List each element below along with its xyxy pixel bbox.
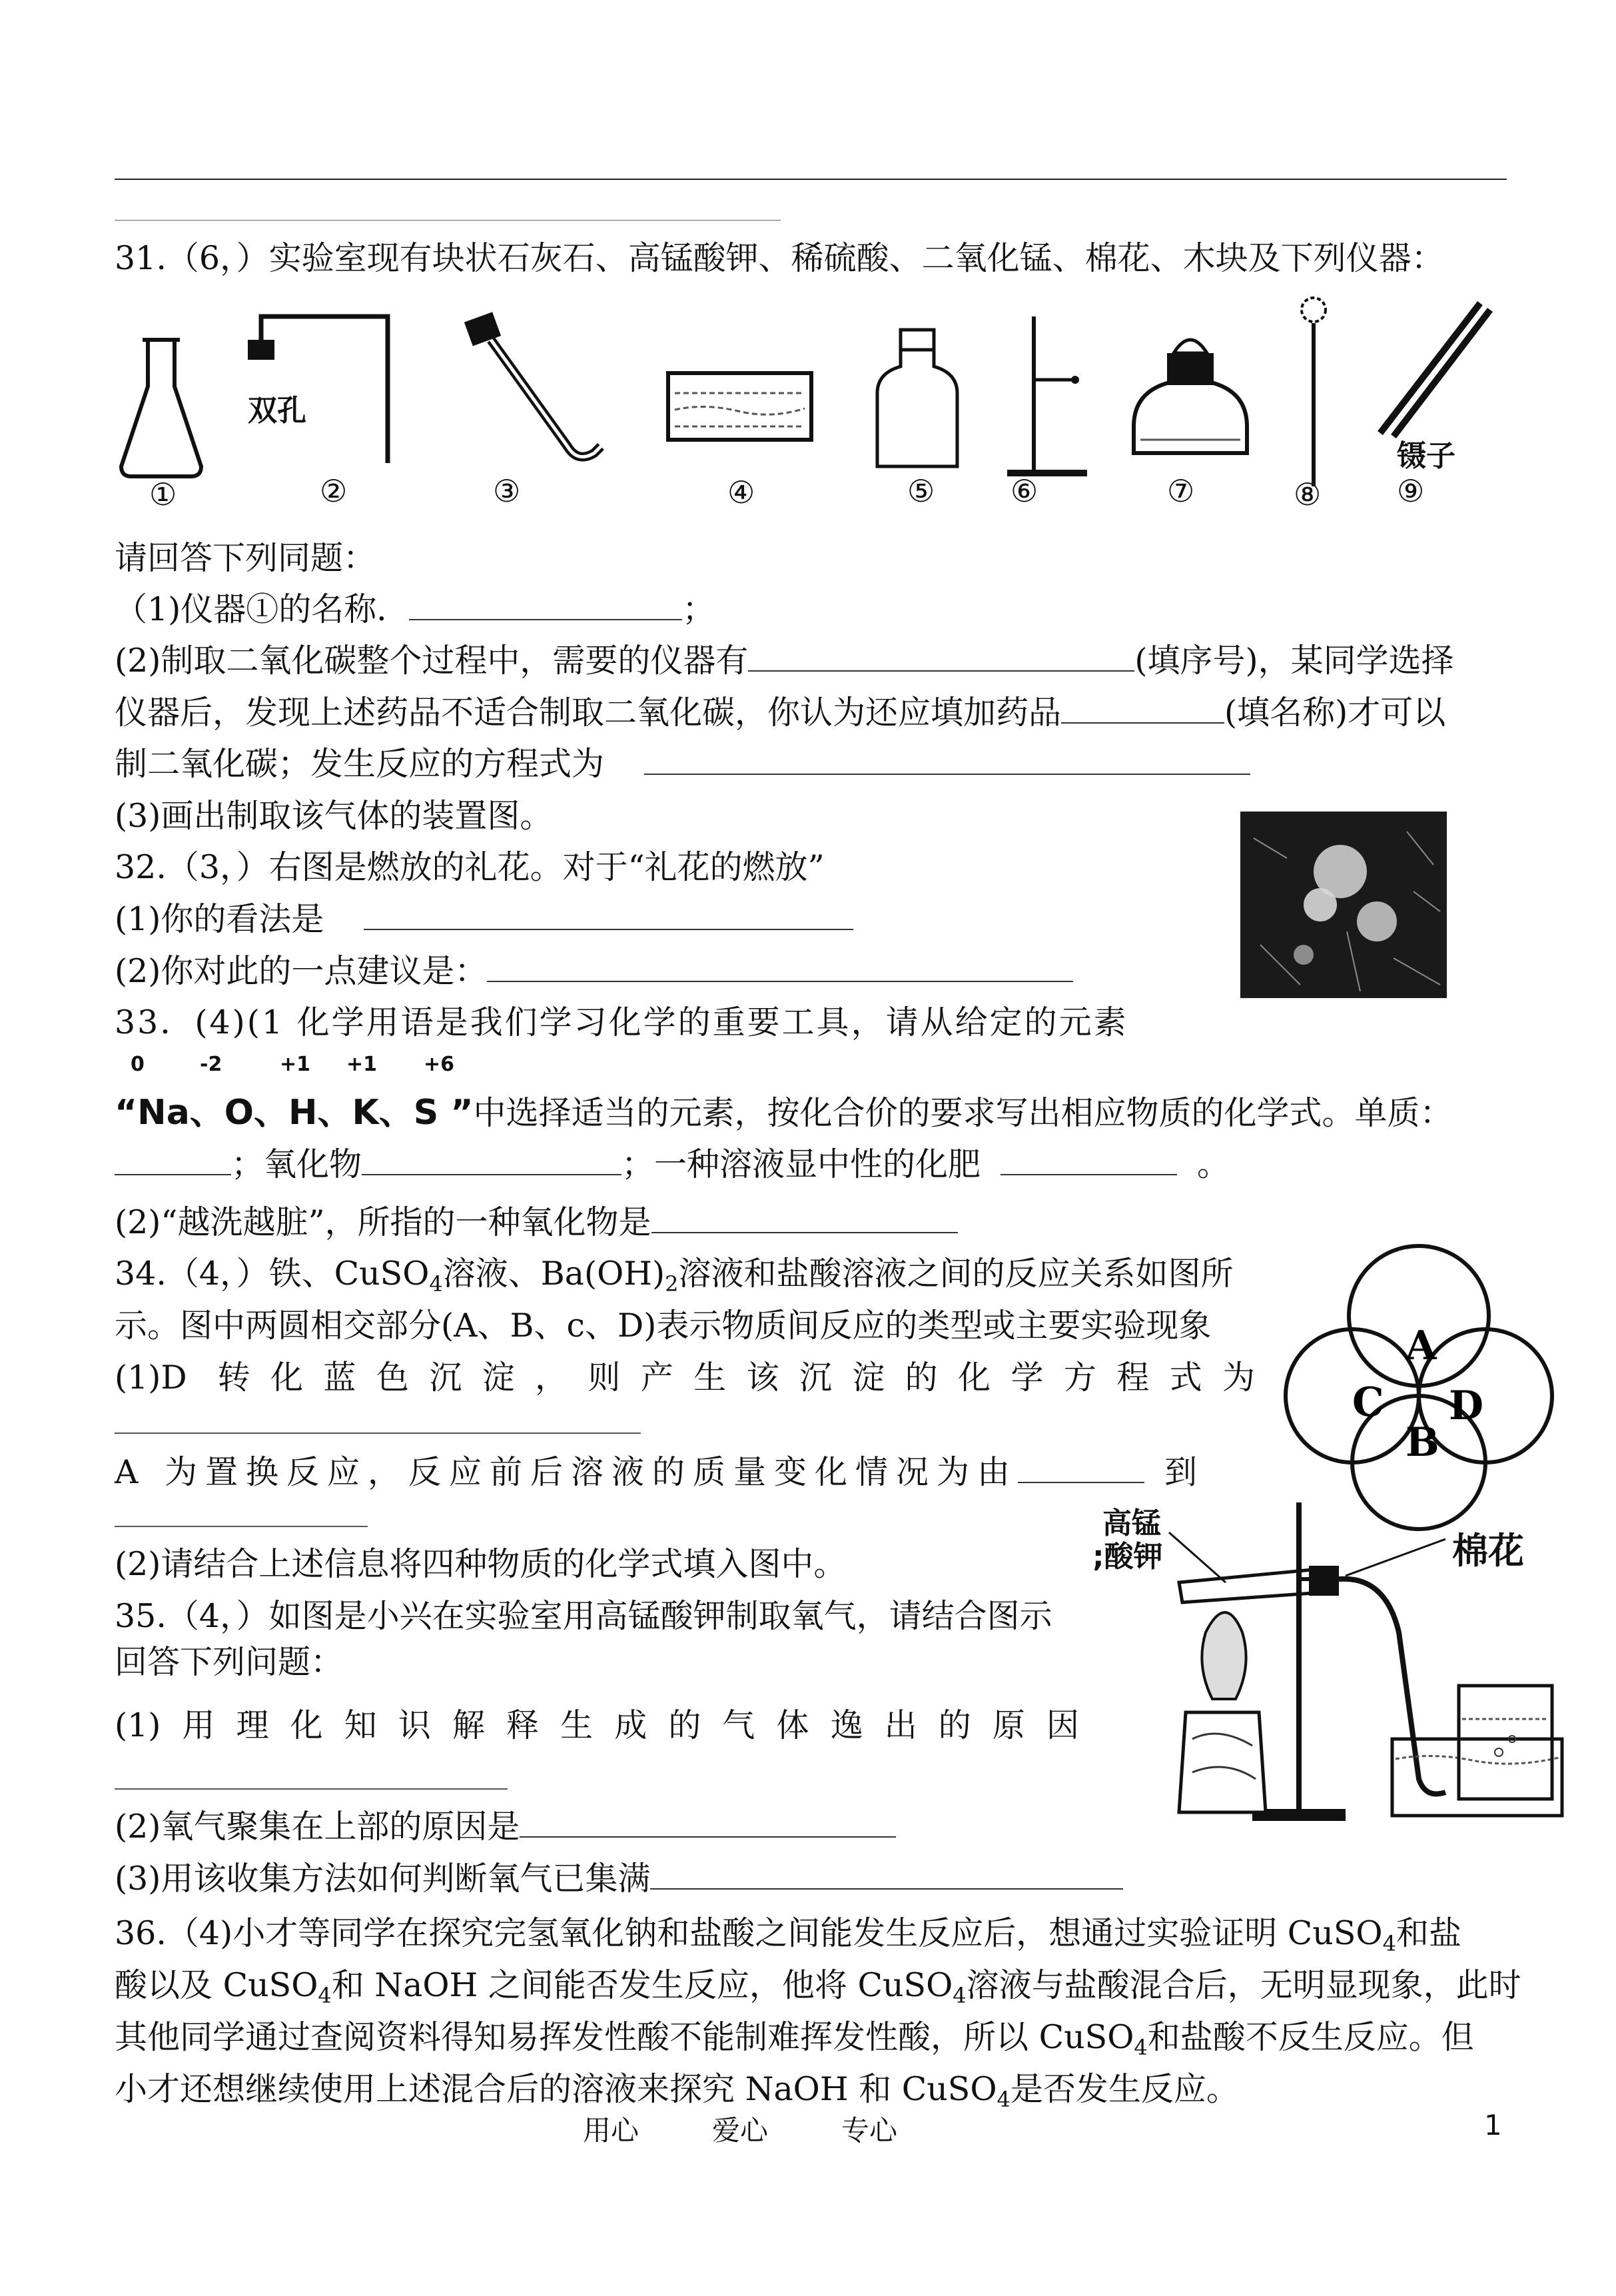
q33-part2	[115, 1203, 958, 1243]
q33-rest2c: 。	[1197, 1145, 1230, 1183]
q31-prompt: 请回答下列同题：	[115, 539, 376, 577]
q34-line4a: A 为置换反应，反应前后溶液的质量变化情况为由	[115, 1453, 1018, 1491]
q35-part1: (1)用理化知识解释生成的气体逸出的原因	[115, 1706, 1079, 1744]
apparatus-figure	[115, 293, 1507, 520]
q33-rest2b: ；一种溶液显中性的化肥	[621, 1145, 981, 1183]
q36-l1a: 36.（4)小才等同学在探究完氢氧化钠和盐酸之间能发生反应后，想通过实验证明 CuSO	[115, 1914, 1383, 1952]
footer-motto-1: 用心	[583, 2114, 639, 2147]
q36-sub-1: 4	[1382, 1931, 1396, 1956]
q36-l2c: 溶液与盐酸混合后，无明显现象，此时	[966, 1966, 1521, 2004]
apparatus-number-9: ⑨	[1397, 473, 1425, 509]
q36-line1	[115, 1914, 1461, 1964]
q31-part1-end: ；	[682, 590, 715, 628]
conical-flask-icon	[115, 333, 208, 493]
q35-answer-2[interactable]	[520, 1807, 896, 1838]
q31-answer-2b[interactable]	[1061, 693, 1224, 724]
q34-line2: 示。图中两圆相交部分(A、B、c、D)表示物质间反应的类型或主要实验现象	[115, 1307, 1212, 1345]
circle-label-a: A	[1406, 1323, 1437, 1369]
q34-intro-a: 34.（4，）铁、CuSO	[115, 1255, 430, 1293]
q34-intro	[115, 1254, 1234, 1304]
apparatus-number-8: ⑧	[1294, 476, 1322, 512]
q35-answer-3[interactable]	[650, 1859, 1123, 1890]
tweezers-label: 镊子	[1397, 439, 1455, 473]
apparatus-number-5: ⑤	[907, 473, 935, 509]
q32-part2	[115, 951, 1073, 991]
q36-l4b: 是否发生反应。	[1010, 2070, 1239, 2108]
q31-part1	[115, 590, 715, 630]
q36-l1b: 和盐	[1396, 1914, 1461, 1952]
alcohol-lamp-icon	[1127, 320, 1254, 480]
valence-na: 0	[131, 1053, 145, 1076]
q31-part2c-text: 制二氧化碳；发生反应的方程式为	[115, 745, 605, 783]
q31-part2a-end: (填序号)，某同学选择	[1134, 642, 1454, 680]
q32-part2-text: (2)你对此的一点建议是：	[115, 952, 488, 990]
four-circles-diagram	[1286, 1243, 1565, 1536]
q31-part2a-text: (2)制取二氧化碳整个过程中，需要的仪器有	[115, 642, 749, 680]
q33-elements-line	[115, 1093, 1453, 1133]
q31-part2b-text: 仪器后，发现上述药品不适合制取二氧化碳，你认为还应填加药品	[115, 694, 1062, 732]
q31-part2b-end: (填名称)才可以	[1224, 694, 1446, 732]
q36-l3b: 和盐酸不反生反应。但	[1147, 2018, 1474, 2056]
tweezers-icon	[1367, 300, 1500, 446]
delivery-tube-icon	[454, 313, 614, 486]
footer-motto-3: 专心	[841, 2114, 898, 2147]
q33-rest1: 中选择适当的元素，按化合价的要求写出相应物质的化学式。单质：	[473, 1094, 1453, 1132]
q33-answer-oxide[interactable]	[362, 1145, 621, 1175]
q35-part2-text: (2)氧气聚集在上部的原因是	[115, 1808, 520, 1846]
q34-intro-b: 溶液、Ba(OH)	[442, 1255, 665, 1293]
q33-answer-element[interactable]	[115, 1145, 231, 1175]
q34-line4	[115, 1452, 1255, 1492]
apparatus-number-1: ①	[149, 476, 177, 512]
q33-answers-line	[115, 1145, 1230, 1185]
q34-answer-2b[interactable]	[115, 1526, 368, 1527]
apparatus-number-4: ④	[727, 474, 755, 510]
footer-motto	[583, 2109, 897, 2149]
q34-line5: (2)请结合上述信息将四种物质的化学式填入图中。	[115, 1545, 847, 1583]
q36-sub-5: 4	[997, 2087, 1010, 2112]
q36-l4a: 小才还想继续使用上述混合后的溶液来探究 NaOH 和 CuSO	[115, 2070, 997, 2108]
apparatus-number-3: ③	[493, 473, 521, 509]
fig-label-kmno4-2: ;酸钾	[1092, 1540, 1163, 1574]
q35-part3	[115, 1859, 1123, 1899]
q35-intro1: 35.（4，）如图是小兴在实验室用高锰酸钾制取氧气，请结合图示	[115, 1597, 1052, 1635]
q31-intro: 31.（6，）实验室现有块状石灰石、高锰酸钾、稀硫酸、二氧化锰、棉花、木块及下列仪器：	[115, 239, 1444, 277]
apparatus-number-6: ⑥	[1010, 473, 1038, 509]
q33-rest2a: ；氧化物	[231, 1145, 362, 1183]
fig-label-cotton: 棉花	[1452, 1530, 1524, 1572]
q33-answer-fertilizer[interactable]	[1001, 1145, 1177, 1175]
valence-k: +1	[346, 1053, 378, 1076]
q33-answer-2[interactable]	[651, 1203, 958, 1233]
apparatus-number-7: ⑦	[1167, 473, 1195, 509]
footer-motto-2: 爱心	[712, 2114, 769, 2147]
q35-answer-1[interactable]	[115, 1788, 508, 1790]
apparatus-number-2: ②	[320, 473, 348, 509]
valence-s: +6	[424, 1053, 455, 1076]
q31-part2a	[115, 641, 1454, 681]
q32-answer-2[interactable]	[487, 951, 1073, 982]
q31-answer-2a[interactable]	[748, 641, 1134, 672]
circle-label-d: D	[1449, 1383, 1484, 1429]
q31-answer-1[interactable]	[409, 590, 682, 620]
q36-l3a: 其他同学通过查阅资料得知易挥发性酸不能制难挥发性酸，所以 CuSO	[115, 2018, 1134, 2056]
q34-sub-4: 4	[429, 1271, 443, 1297]
q31-part2b	[115, 693, 1445, 733]
fireworks-photo	[1240, 812, 1447, 998]
q35-intro2: 回答下列问题：	[115, 1643, 344, 1681]
q35-part2	[115, 1807, 896, 1847]
fig-label-kmno4-1: 高锰	[1102, 1506, 1161, 1540]
wood-block-icon	[665, 370, 818, 450]
q33-elements: “Na、O、H、K、S ”	[115, 1093, 474, 1133]
iron-stand-icon	[1001, 313, 1094, 486]
q36-line3	[115, 2017, 1474, 2067]
q33-intro: 33．(4)(1 化学用语是我们学习化学的重要工具，请从给定的元素	[115, 1003, 1128, 1041]
circle-label-c: C	[1352, 1379, 1384, 1426]
glass-rod-icon	[1287, 293, 1340, 493]
q36-line2	[115, 1966, 1521, 2015]
q31-part1-text: （1)仪器①的名称．	[115, 590, 410, 628]
q31-part2c	[115, 744, 1250, 784]
q34-intro-c: 溶液和盐酸溶液之间的反应关系如图所	[678, 1255, 1234, 1293]
q34-line3: (1)D 转化蓝色沉淀，则产生该沉淀的化学方程式为	[115, 1359, 1255, 1397]
q32-part1-text: (1)你的看法是	[115, 900, 324, 938]
q34-answer-2a[interactable]	[1018, 1452, 1144, 1483]
gas-bottle-icon	[871, 326, 964, 480]
q32-part1	[115, 899, 853, 939]
q36-sub-3: 4	[953, 1983, 967, 2008]
page-number: 1	[1484, 2109, 1502, 2141]
q31-part3: (3)画出制取该气体的装置图。	[115, 797, 553, 835]
valence-o: -2	[200, 1053, 222, 1076]
q32-answer-1[interactable]	[364, 899, 853, 930]
q35-part3-text: (3)用该收集方法如何判断氧气已集满	[115, 1860, 651, 1898]
q36-sub-2: 4	[318, 1983, 332, 2008]
double-hole-label: 双孔	[248, 394, 306, 428]
q34-answer-1[interactable]	[115, 1433, 641, 1434]
q34-line4b: 到	[1164, 1453, 1197, 1491]
q32-intro: 32.（3，）右图是燃放的礼花。对于“礼花的燃放”	[115, 848, 825, 886]
q33-part2-text: (2)“越洗越脏”，所指的一种氧化物是	[115, 1203, 651, 1241]
header-rule	[115, 179, 1507, 180]
valence-h: +1	[280, 1053, 311, 1076]
q31-answer-2c[interactable]	[644, 744, 1250, 775]
circle-label-b: B	[1406, 1419, 1439, 1466]
q34-sub-2: 2	[665, 1271, 679, 1297]
q36-l2b: 和 NaOH 之间能否发生反应，他将 CuSO	[331, 1966, 953, 2004]
q36-l2a: 酸以及 CuSO	[115, 1966, 318, 2004]
leftover-answer-line	[115, 220, 781, 221]
q36-sub-4: 4	[1134, 2035, 1148, 2060]
